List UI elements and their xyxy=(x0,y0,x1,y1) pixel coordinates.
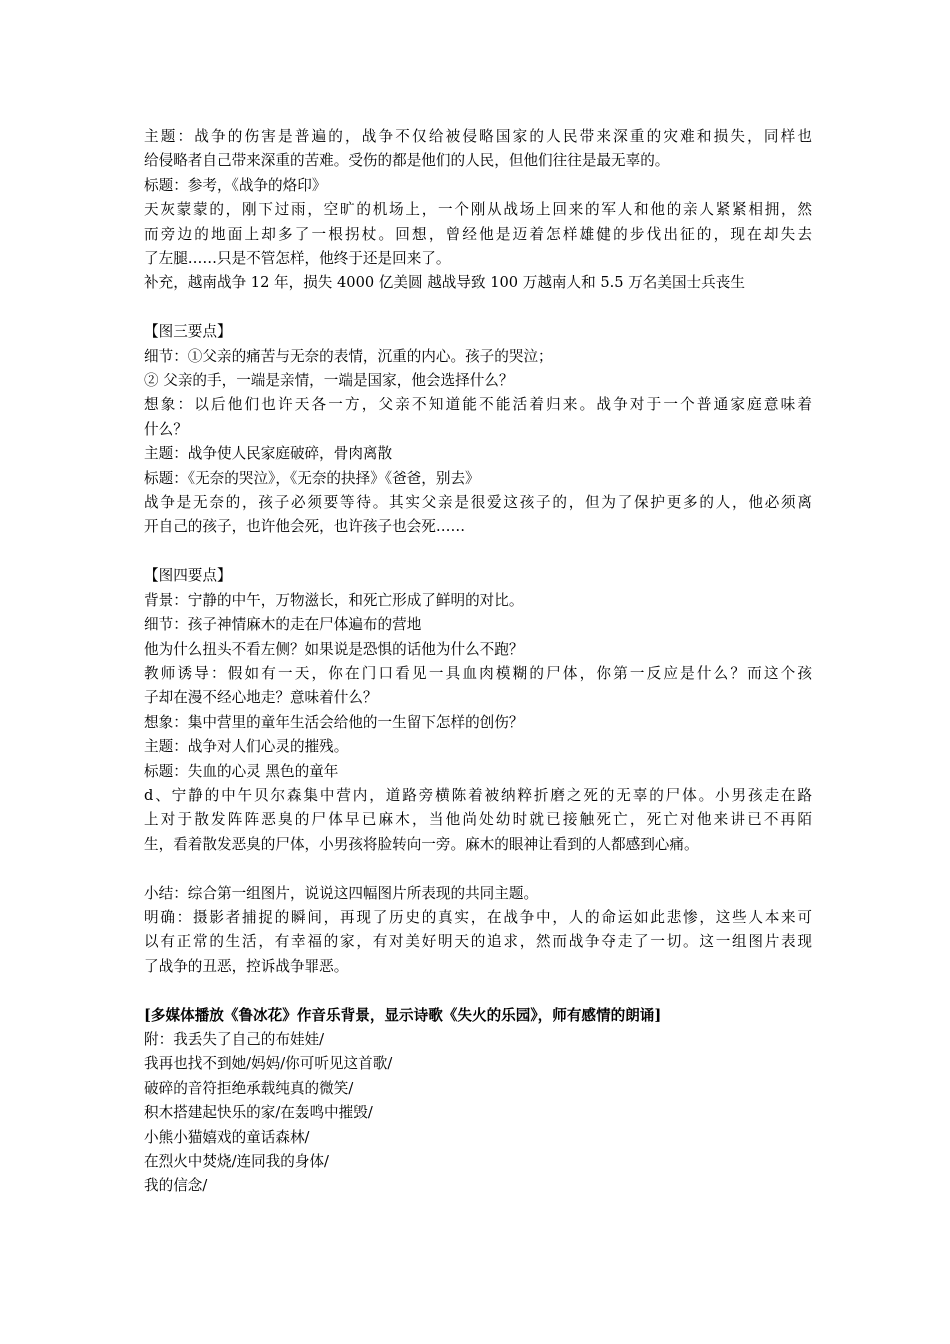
text-line: 什么？ xyxy=(144,420,188,438)
section-heading: 【图四要点】 xyxy=(144,567,232,585)
text-line: 想象：以后他们也许天各一方，父亲不知道能不能活着归来。战争对于一个普通家庭意味着 xyxy=(144,396,812,414)
text-line: 背景：宁静的中午，万物滋长，和死亡形成了鲜明的对比。 xyxy=(144,591,524,609)
poem-line: 破碎的音符拒绝承载纯真的微笑/ xyxy=(144,1079,354,1097)
text-line: 标题：《无奈的哭泣》，《无奈的抉择》《爸爸，别去》 xyxy=(144,469,480,487)
poem-line: 我再也找不到她/妈妈/你可听见这首歌/ xyxy=(144,1055,393,1073)
text-line: 标题：参考，《战争的烙印》 xyxy=(144,176,327,194)
blank-line xyxy=(144,540,812,564)
text-line: 给侵略者自己带来深重的苦难。受伤的都是他们的人民，但他们往往是最无辜的。 xyxy=(144,152,670,170)
text-line: 他为什么扭头不看左侧？如果说是恐惧的话他为什么不跑？ xyxy=(144,640,524,658)
text-line: 子却在漫不经心地走？意味着什么？ xyxy=(144,689,378,707)
poem-line: 小熊小猫嬉戏的童话森林/ xyxy=(144,1128,310,1146)
text-line: 以有正常的生活，有幸福的家，有对美好明天的追求，然而战争夺走了一切。这一组图片表现 xyxy=(144,933,812,951)
document-page xyxy=(144,125,812,1199)
text-line: 了战争的丑恶，控诉战争罪恶。 xyxy=(144,957,349,975)
text-line: 了左腿……只是不管怎样，他终于还是回来了。 xyxy=(144,250,451,268)
text-line: 细节：①父亲的痛苦与无奈的表情，沉重的内心。孩子的哭泣； xyxy=(144,347,553,365)
blank-line xyxy=(144,979,812,1003)
poem-line: 在烈火中焚烧/连同我的身体/ xyxy=(144,1153,329,1170)
text-line: 主题：战争使人民家庭破碎，骨肉离散 xyxy=(144,445,393,463)
text-line: 生，看着散发恶臭的尸体，小男孩将脸转向一旁。麻木的眼神让看到的人都感到心痛。 xyxy=(144,835,699,853)
text-line: 上对于散发阵阵恶臭的尸体早已麻木，当他尚处幼时就已接触死亡，死亡对他来讲已不再陌 xyxy=(144,811,812,829)
text-line: 小结：综合第一组图片，说说这四幅图片所表现的共同主题。 xyxy=(144,884,539,902)
poem-line: 我的信念/ xyxy=(144,1177,208,1195)
poem-line: 积木搭建起快乐的家/在轰鸣中摧毁/ xyxy=(144,1104,373,1122)
text-line: 主题：战争的伤害是普遍的，战争不仅给被侵略国家的人民带来深重的灾难和损失，同样也 xyxy=(144,128,812,145)
text-line: 开自己的孩子，也许他会死，也许孩子也会死…… xyxy=(144,518,466,536)
text-line: 补充，越南战争 12 年，损失 4000 亿美圆 越战导致 100 万越南人和 5.5 万名美国士兵丧生 xyxy=(144,274,745,292)
blank-line xyxy=(144,296,812,320)
text-line: 而旁边的地面上却多了一根拐杖。回想，曾经他是迈着怎样雄健的步伐出征的，现在却失去 xyxy=(144,225,812,243)
blank-line xyxy=(144,857,812,881)
text-line: 战争是无奈的，孩子必须要等待。其实父亲是很爱这孩子的，但为了保护更多的人，他必须离 xyxy=(144,494,812,512)
text-line: 想象：集中营里的童年生活会给他的一生留下怎样的创伤？ xyxy=(144,713,524,731)
text-line: d、宁静的中午贝尔森集中营内，道路旁横陈着被纳粹折磨之死的无辜的尸体。小男孩走在路 xyxy=(144,786,812,804)
text-line: 标题：失血的心灵 黑色的童年 xyxy=(144,762,339,780)
text-line: ② 父亲的手，一端是亲情，一端是国家，他会选择什么？ xyxy=(144,372,514,390)
text-line: 教师诱导：假如有一天，你在门口看见一具血肉模糊的尸体，你第一反应是什么？而这个孩 xyxy=(144,664,812,682)
text-line: 细节：孩子神情麻木的走在尸体遍布的营地 xyxy=(144,616,422,634)
poem-line: 附：我丢失了自己的布娃娃/ xyxy=(144,1030,325,1048)
text-line: 明确：摄影者捕捉的瞬间，再现了历史的真实，在战争中，人的命运如此悲惨，这些人本来可 xyxy=(144,908,812,926)
multimedia-instruction: [多媒体播放《鲁冰花》作音乐背景，显示诗歌《失火的乐园》，师有感情的朗诵] xyxy=(144,1006,662,1024)
section-heading: 【图三要点】 xyxy=(144,323,232,341)
text-line: 主题：战争对人们心灵的摧残。 xyxy=(144,738,349,756)
text-line: 天灰蒙蒙的，刚下过雨，空旷的机场上，一个刚从战场上回来的军人和他的亲人紧紧相拥，然 xyxy=(144,201,812,219)
